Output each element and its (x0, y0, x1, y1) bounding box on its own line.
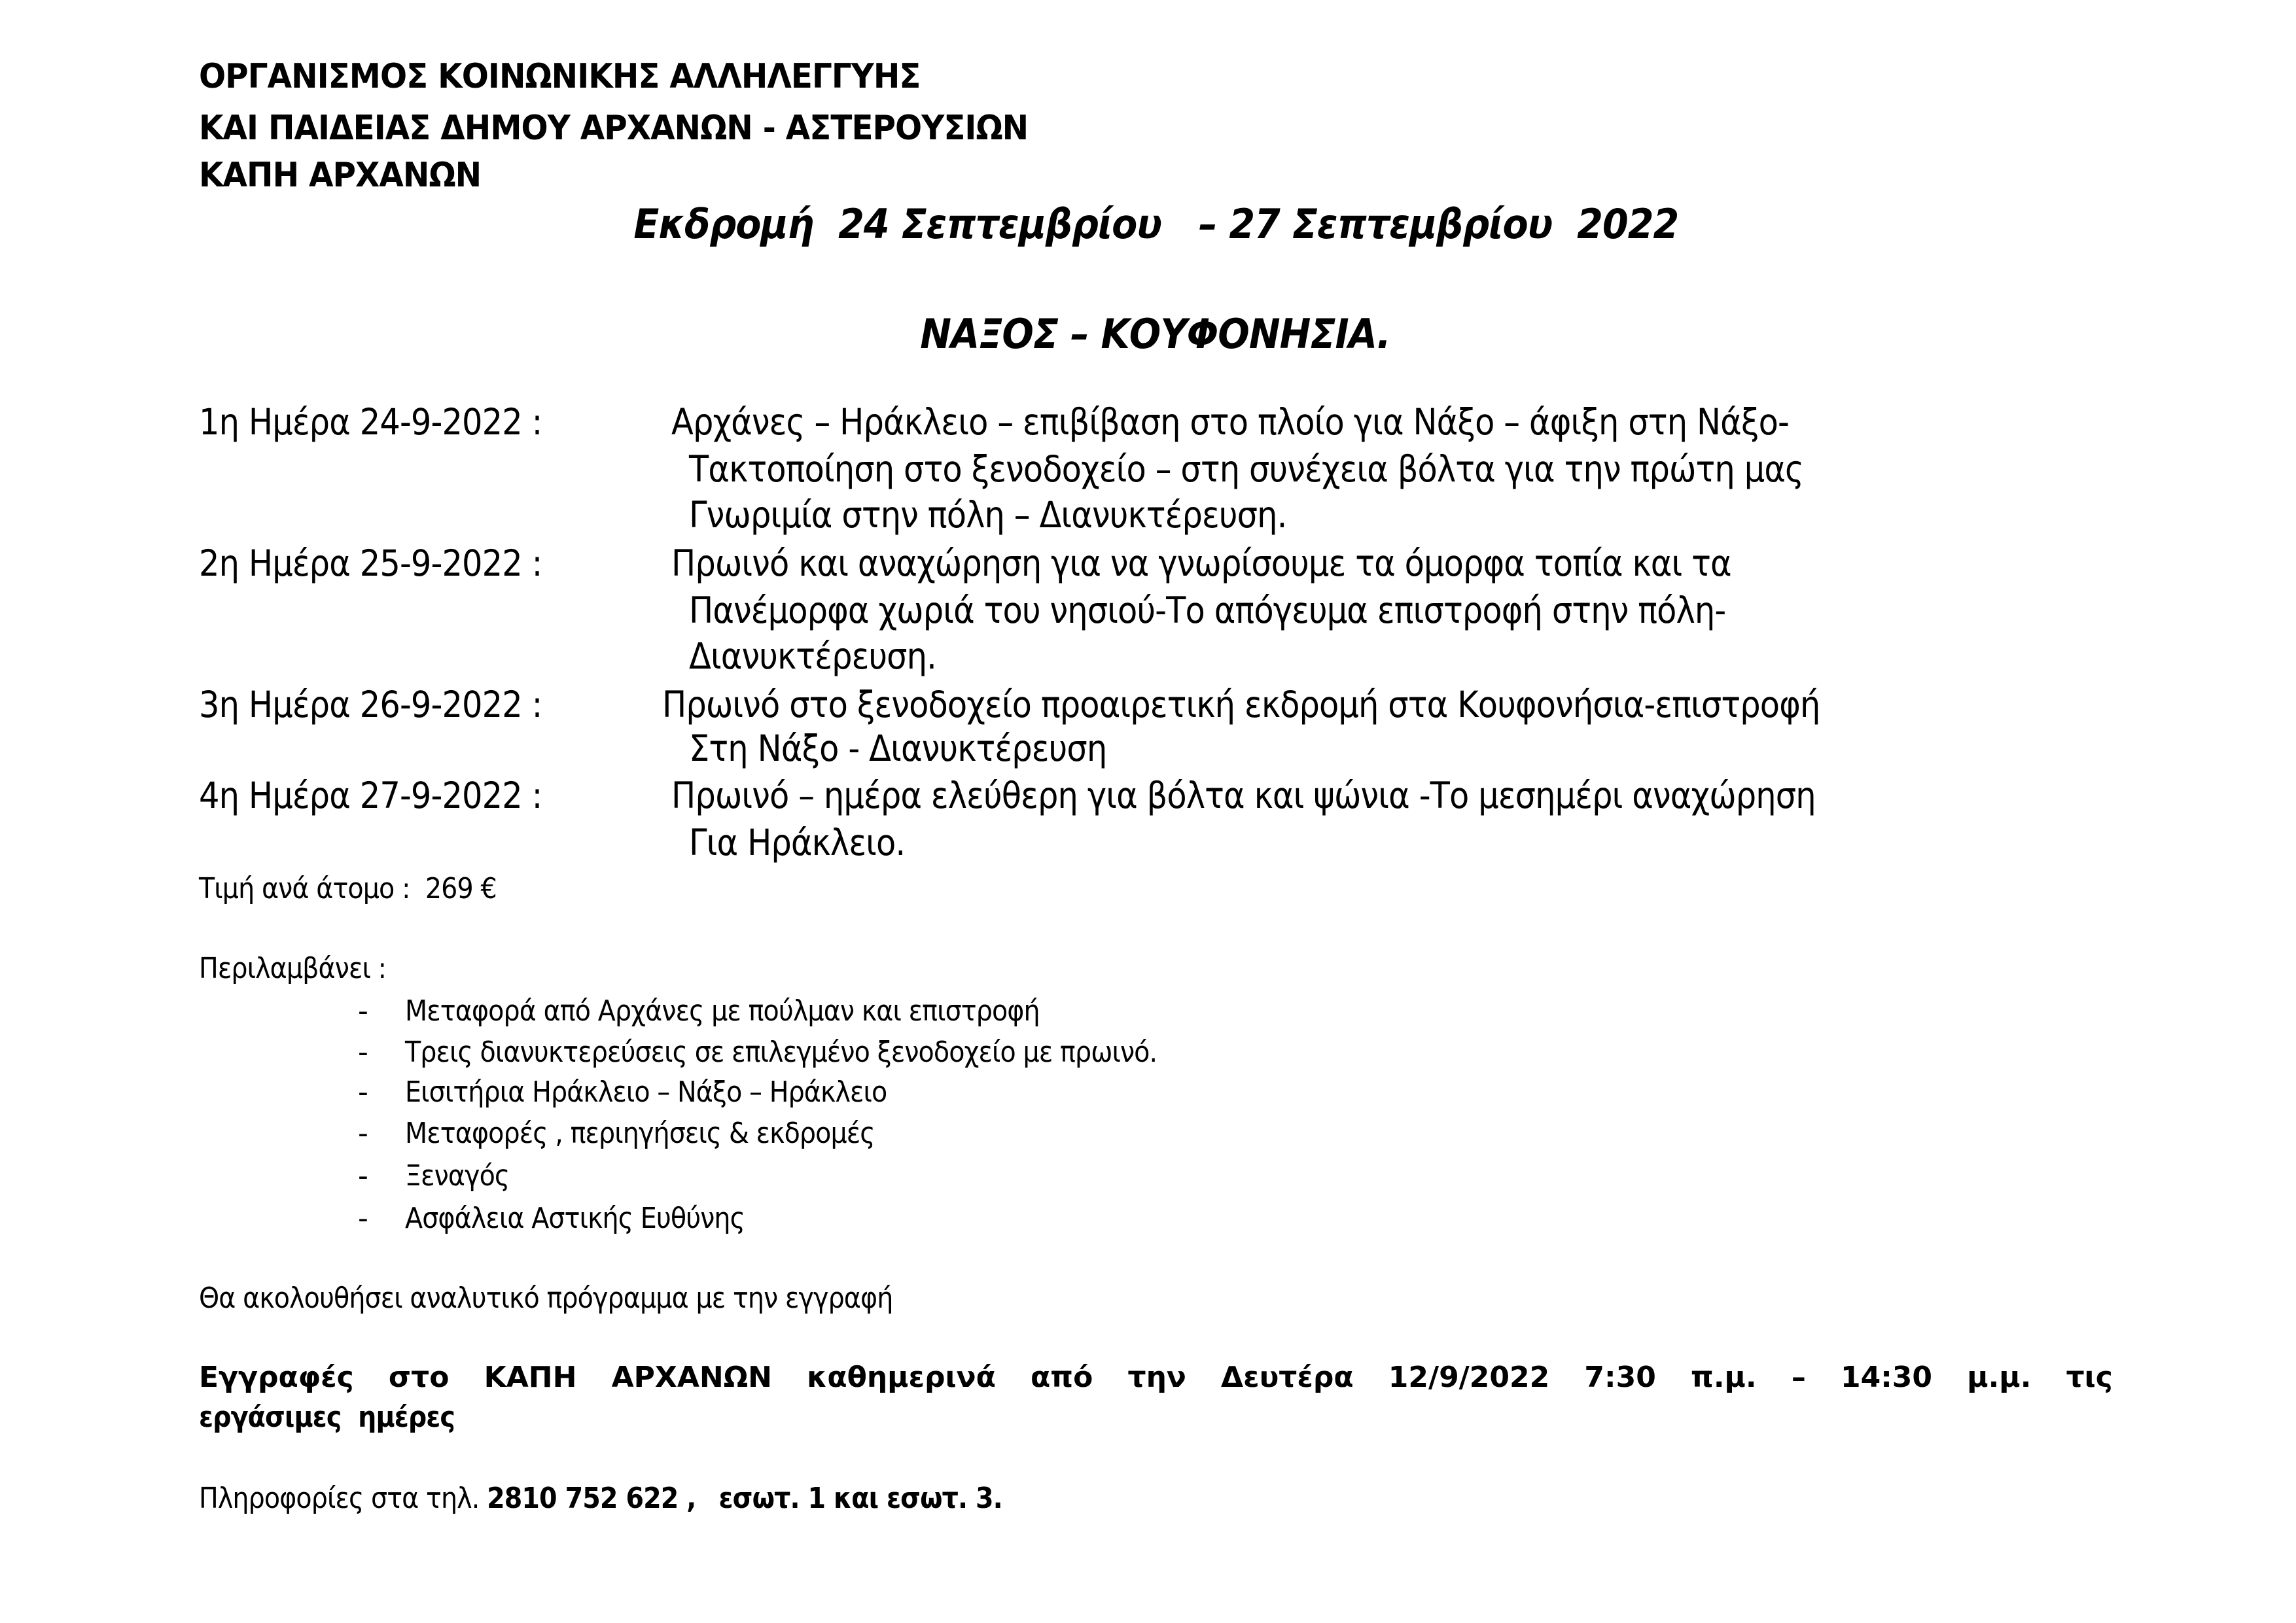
bullet-dash: - (358, 1159, 368, 1193)
registration-word: από (1031, 1361, 1093, 1394)
registration-word: 12/9/2022 (1388, 1361, 1550, 1394)
bullet-dash: - (358, 1036, 368, 1069)
phone-extensions: εσωτ. 1 και εσωτ. 3. (718, 1482, 1002, 1515)
org-name-line1: ΟΡΓΑΝΙΣΜΟΣ ΚΟΙΝΩΝΙΚΗΣ ΑΛΛΗΛΕΓΓΥΗΣ (199, 57, 921, 96)
registration-line2: εργάσιμες ημέρες (199, 1401, 455, 1434)
registration-word: ΚΑΠΗ (484, 1361, 577, 1394)
bullet-dash: - (358, 1202, 368, 1235)
registration-word: 14:30 (1840, 1361, 1933, 1394)
day-label: 2η Ημέρα 25-9-2022 : (199, 542, 542, 584)
contact-label: Πληροφορίες στα τηλ. (199, 1482, 480, 1515)
day-text: Πρωινό και αναχώρηση για να γνωρίσουμε τα όμορφα τοπία και τα (671, 542, 1731, 584)
day-label: 4η Ημέρα 27-9-2022 : (199, 775, 542, 816)
list-item: Ξεναγός (405, 1159, 510, 1193)
price-per-person: Τιμή ανά άτομο : 269 € (199, 872, 497, 905)
bullet-dash: - (358, 1075, 368, 1109)
day-label: 1η Ημέρα 24-9-2022 : (199, 401, 542, 443)
bullet-dash: - (358, 994, 368, 1028)
registration-word: – (1791, 1361, 1806, 1394)
registration-word: την (1127, 1361, 1186, 1394)
day-text: Γνωριμία στην πόλη – Διανυκτέρευση. (689, 494, 1287, 536)
day-text: Τακτοποίηση στο ξενοδοχείο – στη συνέχεια βόλτα για την πρώτη μας (689, 448, 1804, 490)
day-text: Αρχάνες – Ηράκλειο – επιβίβαση στο πλοίο για Νάξο – άφιξη στη Νάξο- (671, 401, 1789, 443)
registration-word: Δευτέρα (1221, 1361, 1354, 1394)
program-note: Θα ακολουθήσει αναλυτικό πρόγραμμα με την εγγραφή (199, 1282, 893, 1315)
day-text: Για Ηράκλειο. (689, 822, 906, 864)
day-label: 3η Ημέρα 26-9-2022 : (199, 684, 542, 725)
list-item: Ασφάλεια Αστικής Ευθύνης (405, 1202, 745, 1235)
trip-dates-title: Εκδρομή 24 Σεπτεμβρίου – 27 Σεπτεμβρίου 2022 (633, 200, 1679, 248)
includes-heading: Περιλαμβάνει : (199, 952, 387, 985)
registration-word: μ.μ. (1967, 1361, 2032, 1394)
contact-info (199, 1484, 1002, 1513)
registration-word: στο (388, 1361, 450, 1394)
registration-word: τις (2066, 1361, 2113, 1394)
org-name-line3: ΚΑΠΗ ΑΡΧΑΝΩΝ (199, 156, 482, 195)
list-item: Μεταφορά από Αρχάνες με πούλμαν και επιστροφή (405, 994, 1040, 1028)
registration-word: ΑΡΧΑΝΩΝ (611, 1361, 772, 1394)
registration-word: καθημερινά (807, 1361, 996, 1394)
org-name-line2: ΚΑΙ ΠΑΙΔΕΙΑΣ ΔΗΜΟΥ ΑΡΧΑΝΩΝ - ΑΣΤΕΡΟΥΣΙΩΝ (199, 109, 1029, 148)
registration-word: 7:30 (1584, 1361, 1656, 1394)
registration-line1 (199, 1363, 2113, 1392)
day-text: Πανέμορφα χωριά του νησιού-Το απόγευμα επιστροφή στην πόλη- (689, 589, 1726, 631)
day-text: Πρωινό – ημέρα ελεύθερη για βόλτα και ψώνια -Το μεσημέρι αναχώρηση (671, 775, 1816, 816)
day-text: Στη Νάξο - Διανυκτέρευση (689, 727, 1107, 769)
list-item: Εισιτήρια Ηράκλειο – Νάξο – Ηράκλειο (405, 1075, 887, 1109)
day-text: Πρωινό στο ξενοδοχείο προαιρετική εκδρομή στα Κουφονήσια-επιστροφή (662, 684, 1820, 725)
bullet-dash: - (358, 1117, 368, 1150)
list-item: Μεταφορές , περιηγήσεις & εκδρομές (405, 1117, 875, 1150)
destination-title: ΝΑΞΟΣ – ΚΟΥΦΟΝΗΣΙΑ. (920, 310, 1391, 358)
list-item: Τρεις διανυκτερεύσεις σε επιλεγμένο ξενοδοχείο με πρωινό. (405, 1036, 1157, 1069)
registration-word: π.μ. (1691, 1361, 1757, 1394)
phone-number: 2810 752 622 , (487, 1482, 696, 1515)
day-text: Διανυκτέρευση. (689, 635, 936, 677)
registration-word: Εγγραφές (199, 1361, 354, 1394)
